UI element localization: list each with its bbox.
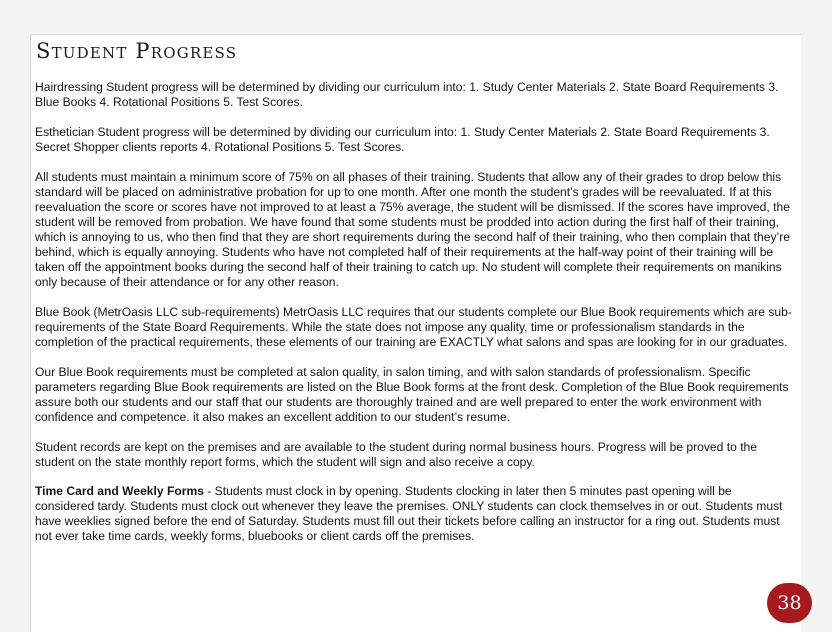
paragraph-blue-book-requirements: Our Blue Book requirements must be completed at salon quality, in salon timing, and with salon standards of professionalism. Specific parameters regarding Blue Book requirements are listed on the Blue Book forms at the front desk. Completion of the Blue Book requirements assure both our students and our staff that our students are thoroughly trained and are well prepared to enter the work environment with confidence and competence. it also makes an excellent addition to our student’s resume. [35, 365, 789, 424]
paragraph-hairdressing-progress: Hairdressing Student progress will be determined by dividing our curriculum into: 1. Study Center Materials 2. State Board Requirements 3. Blue Books 4. Rotational Positions 5. Test Scores. [35, 80, 779, 109]
paragraph-time-card [35, 484, 793, 544]
paragraph-blue-book: Blue Book (MetrOasis LLC sub-requirements) MetrOasis LLC requires that our students complete our Blue Book requirements which are sub-requirements of the State Board Requirements. While the state does not impose any quality, time or professionalism standards in the completion of the practical requirements, these elements of our training are EXACTLY what salons and spas are looking for in our graduates. [35, 305, 792, 349]
time-card-text: - Students must clock in by opening. Students clocking in later then 5 minutes past opening will be considered tardy. Students must clock out whenever they leave the premises. ONLY students can clock themselves in or out. Students must have weeklies signed before the end of Saturday. Students must fill out their tickets before calling an instructor for a ring out. Students must not ever take time cards, weekly forms, bluebooks or client cards off the premises. [35, 484, 783, 543]
page-title: Student Progress [36, 39, 238, 63]
document-page [30, 34, 801, 632]
page-number-badge: 38 [767, 583, 812, 623]
time-card-heading: Time Card and Weekly Forms [35, 484, 204, 498]
paragraph-student-records: Student records are kept on the premises and are available to the student during normal business hours. Progress will be proved to the student on the state monthly report forms, which the student will sign and also receive a copy. [35, 440, 758, 469]
document-body [35, 80, 793, 559]
paragraph-minimum-score: All students must maintain a minimum score of 75% on all phases of their training. Students that allow any of their grades to drop below this standard will be placed on administrative probation for up to one month. After one month the student’s grades will be reevaluated. If at this reevaluation the score or scores have not improved to at least a 75% average, the student will be dismissed. If the scores have improved, the student will be removed from probation. We have found that some students must be prodded into action during the first half of their training, which is annoying to us, who then find that they are short requirements during the second half of their training, who then complain that they’re behind, which is equally annoying. Students who have not completed half of their requirements at the half-way point of their training will be taken off the appointment books during the second half of their training to catch up. No student will complete their requirements on manikins only because of their attendance or for any other reason. [35, 170, 790, 289]
paragraph-esthetician-progress: Esthetician Student progress will be determined by dividing our curriculum into: 1. Study Center Materials 2. State Board Requirements 3. Secret Shopper clients reports 4. Rotational Positions 5. Test Scores. [35, 125, 770, 154]
